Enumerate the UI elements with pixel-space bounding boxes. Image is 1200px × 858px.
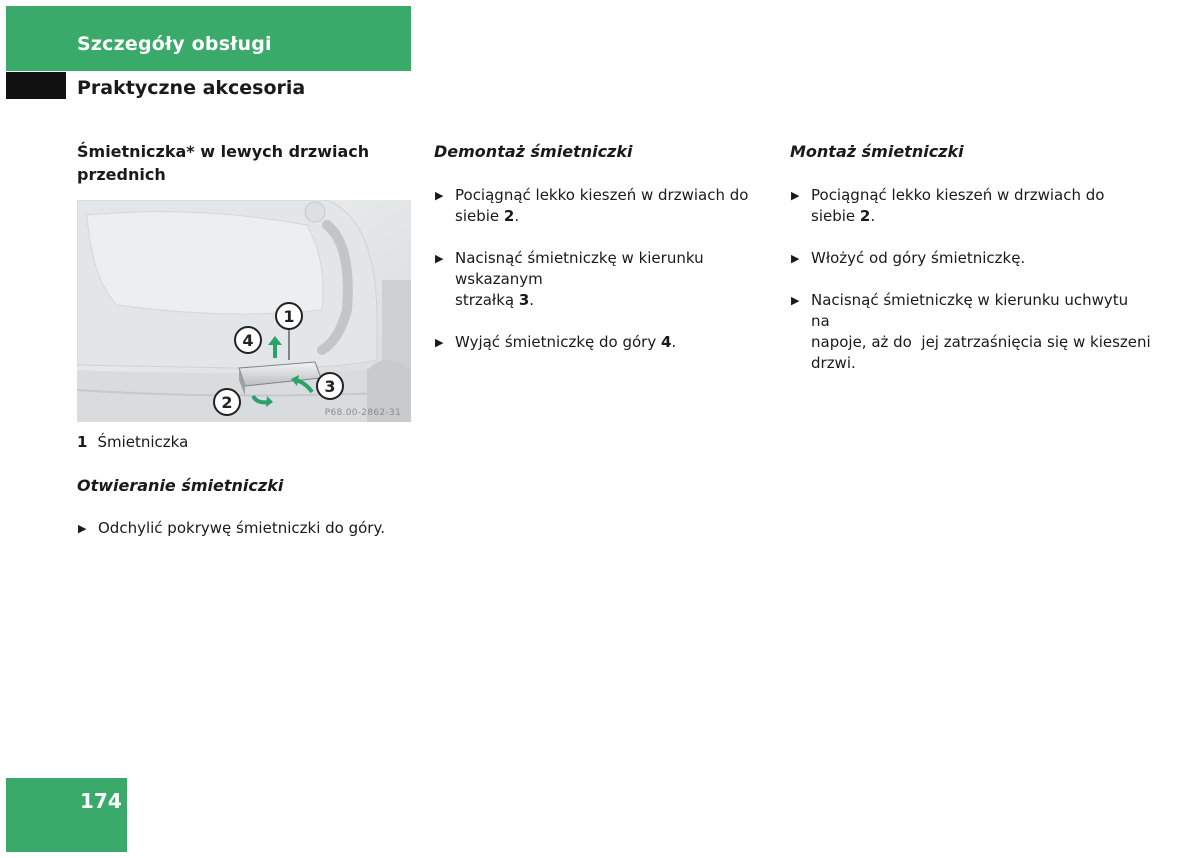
callout-4-label: 4: [242, 331, 254, 350]
installation-step-2: [790, 248, 1130, 269]
installation-step-3: [790, 290, 1151, 374]
removal-step-3-line1: Wyjąć śmietniczkę do góry: [455, 333, 661, 351]
removal-step-2: [434, 248, 774, 311]
removal-step-3: [434, 332, 774, 353]
trash-bin-heading-line2: przednich: [77, 165, 166, 184]
removal-step-1-ref: 2: [503, 207, 515, 225]
figure-caption: [77, 432, 188, 453]
subsection-title: Praktyczne akcesoria: [77, 77, 306, 99]
callout-1-label: 1: [283, 307, 295, 326]
opening-heading: Otwieranie śmietniczki: [77, 476, 284, 495]
opening-step-1: [77, 518, 412, 539]
installation-step-3-line2: napoje, aż do jej zatrzaśnięcia się w kieszeni: [811, 333, 1151, 351]
installation-step-3-line3: drzwi.: [811, 354, 856, 372]
removal-step-1-line1: Pociągnąć lekko kieszeń w drzwiach do: [455, 186, 749, 204]
installation-heading: Montaż śmietniczki: [790, 142, 964, 161]
installation-step-1: [790, 185, 1130, 227]
column-2: [434, 140, 774, 353]
callout-2-label: 2: [221, 393, 233, 412]
removal-step-1-end: .: [514, 207, 520, 225]
installation-step-1-ref: 2: [859, 207, 871, 225]
caption-number: 1: [77, 433, 88, 451]
removal-heading: Demontaż śmietniczki: [434, 142, 633, 161]
column-3: [790, 140, 1151, 374]
callout-2: [214, 389, 240, 415]
callout-3: [317, 373, 343, 399]
removal-step-1: [434, 185, 774, 227]
removal-step-3-ref: 4: [660, 333, 672, 351]
removal-step-2-ref: 3: [518, 291, 530, 309]
trash-bin-heading-line1: Śmietniczka* w lewych drzwiach: [77, 142, 370, 161]
callout-4: [235, 327, 261, 353]
removal-step-1-line2: siebie: [455, 207, 504, 225]
page-number: 174: [80, 789, 122, 813]
opening-step-1-text: Odchylić pokrywę śmietniczki do góry.: [98, 519, 385, 537]
header-black-tab: [6, 72, 66, 99]
opening-steps: [77, 518, 412, 539]
installation-step-1-end: .: [870, 207, 876, 225]
installation-step-1-line2: siebie: [811, 207, 860, 225]
door-illustration-svg: [77, 200, 411, 422]
section-title: Szczegóły obsługi: [77, 33, 272, 55]
removal-step-2-line1: Nacisnąć śmietniczkę w kierunku wskazanym: [455, 249, 704, 288]
installation-step-2-text: Włożyć od góry śmietniczkę.: [811, 249, 1026, 267]
caption-text: Śmietniczka: [97, 433, 189, 451]
installation-step-1-line1: Pociągnąć lekko kieszeń w drzwiach do: [811, 186, 1105, 204]
removal-step-2-end: .: [529, 291, 535, 309]
removal-step-2-line2: strzałką: [455, 291, 519, 309]
removal-step-3-end: .: [671, 333, 677, 351]
column-1: [77, 140, 412, 186]
trash-bin-heading: [77, 140, 412, 186]
figure-reference-code: P68.00-2862-31: [324, 408, 401, 418]
door-trash-bin-illustration: [77, 200, 411, 422]
callout-1: [276, 303, 302, 329]
installation-step-3-line1: Nacisnąć śmietniczkę w kierunku uchwytu na: [811, 291, 1129, 330]
callout-3-label: 3: [324, 377, 336, 396]
